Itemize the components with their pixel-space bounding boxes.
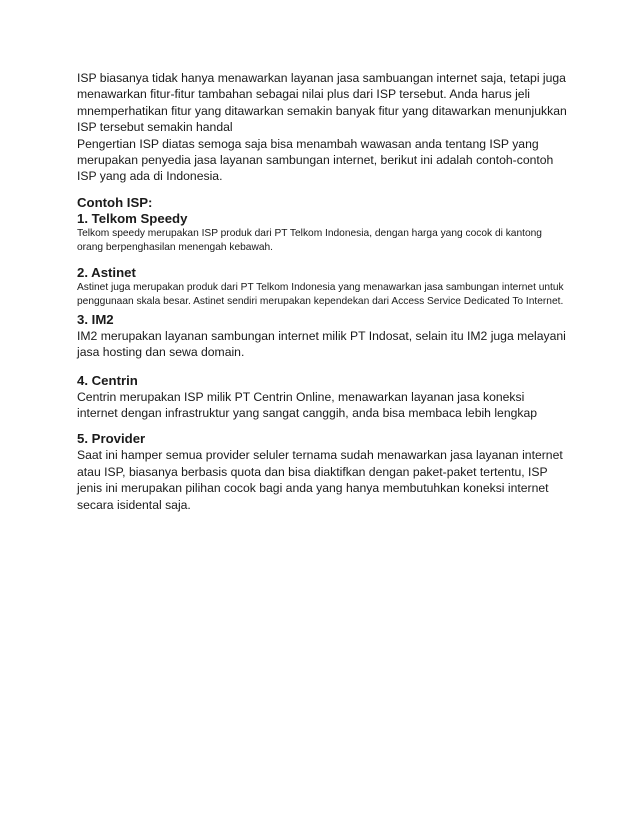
intro-paragraph-1: ISP biasanya tidak hanya menawarkan layanan jasa sambuangan internet saja, tetapi juga menawarkan fitur-fitur tambahan sebagai nilai plus dari ISP tersebut. Anda harus jeli mnemperhatikan fitur yang ditawarkan semakin banyak fitur yang ditawarkan menunjukkan ISP tersebut semakin handal — [77, 71, 567, 135]
isp-examples — [77, 195, 567, 255]
section-title-centrin: 4. Centrin — [77, 372, 138, 388]
intro-text — [77, 70, 567, 185]
section-body-im2: IM2 merupakan layanan sambungan internet milik PT Indosat, selain itu IM2 juga melayani jasa hosting dan sewa domain. — [77, 328, 566, 360]
section-im2 — [77, 312, 567, 361]
section-provider — [77, 431, 567, 513]
section-body-astinet: Astinet juga merupakan produk dari PT Telkom Indonesia yang menawarkan jasa sambungan internet untuk penggunaan skala besar. Astinet sendiri merupakan kependekan dari Access Service Dedicated To Internet. — [77, 281, 564, 307]
section-title-telkom: 1. Telkom Speedy — [77, 210, 188, 226]
section-title-astinet: 2. Astinet — [77, 264, 136, 280]
section-astinet — [77, 265, 567, 309]
section-title-im2: 3. IM2 — [77, 311, 114, 327]
examples-heading: Contoh ISP: — [77, 194, 153, 210]
section-telkom-speedy — [77, 211, 567, 255]
section-body-provider: Saat ini hamper semua provider seluler ternama sudah menawarkan jasa layanan internet atau ISP, biasanya berbasis quota dan bisa diaktifkan dengan paket-paket tertentu, ISP jenis ini merupakan pilihan cocok bagi anda yang hanya membutuhkan koneksi internet secara isidental saja. — [77, 448, 563, 512]
section-body-telkom: Telkom speedy merupakan ISP produk dari PT Telkom Indonesia, dengan harga yang cocok di kantong orang berpenghasilan menengah kebawah. — [77, 227, 542, 253]
section-centrin — [77, 373, 567, 422]
section-title-provider: 5. Provider — [77, 431, 146, 447]
intro-paragraph-2: Pengertian ISP diatas semoga saja bisa menambah wawasan anda tentang ISP yang merupakan penyedia jasa layanan sambungan internet, berikut ini adalah contoh-contoh ISP yang ada di Indonesia. — [77, 136, 554, 184]
document-page — [77, 70, 567, 513]
section-body-centrin: Centrin merupakan ISP milik PT Centrin Online, menawarkan layanan jasa koneksi internet dengan infrastruktur yang sangat canggih, anda bisa membaca lebih lengkap — [77, 389, 538, 421]
